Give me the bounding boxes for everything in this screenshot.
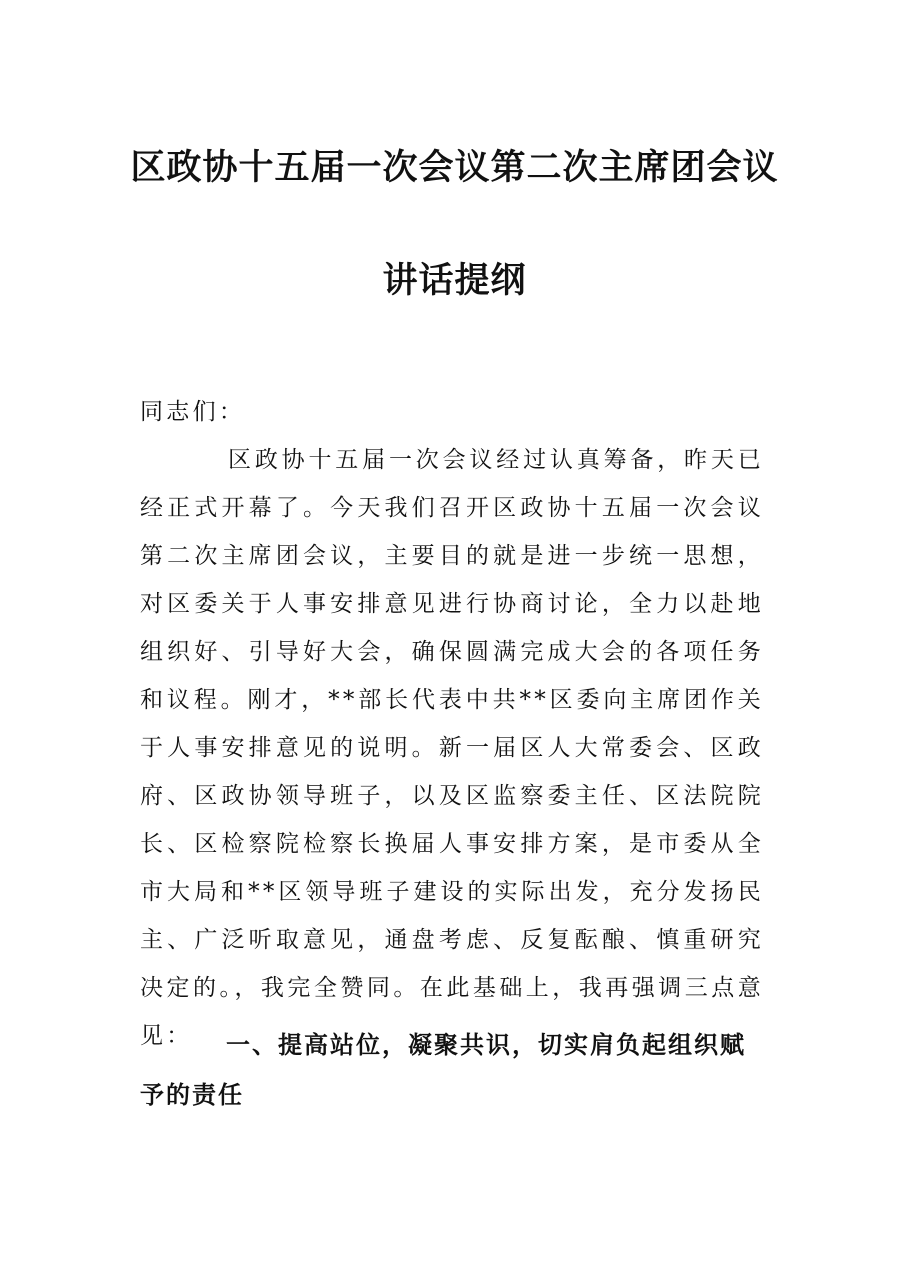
section-heading-1: 一、提高站位，凝聚共识，切实肩负起组织赋予的责任 xyxy=(140,1030,746,1109)
document-title-line-2: 讲话提纲 xyxy=(382,260,527,301)
body-paragraph: 区政协十五届一次会议经过认真筹备，昨天已经正式开幕了。今天我们召开区政协十五届一次会议第二次主席团会议，主要目的就是进一步统一思想，对区委关于人事安排意见进行协商讨论，全力以赴地组织好、引导好大会，确保圆满完成大会的各项任务和议程。刚才，**部长代表中共**区委向主席团作关于人事安排意见的说明。新一届区人大常委会、区政府、区政协领导班子，以及区监察委主任、区法院院长、区检察院检察长换届人事安排方案，是市委从全市大局和**区领导班子建设的实际出发，充分发扬民主、广泛听取意见，通盘考虑、反复酝酿、慎重研究决定的。，我完全赞同。在此基础上，我再强调三点意见： xyxy=(140,447,764,1049)
salutation: 同志们： xyxy=(140,399,246,425)
document-title-line-1: 区政协十五届一次会议第二次主席团会议 xyxy=(130,147,779,188)
